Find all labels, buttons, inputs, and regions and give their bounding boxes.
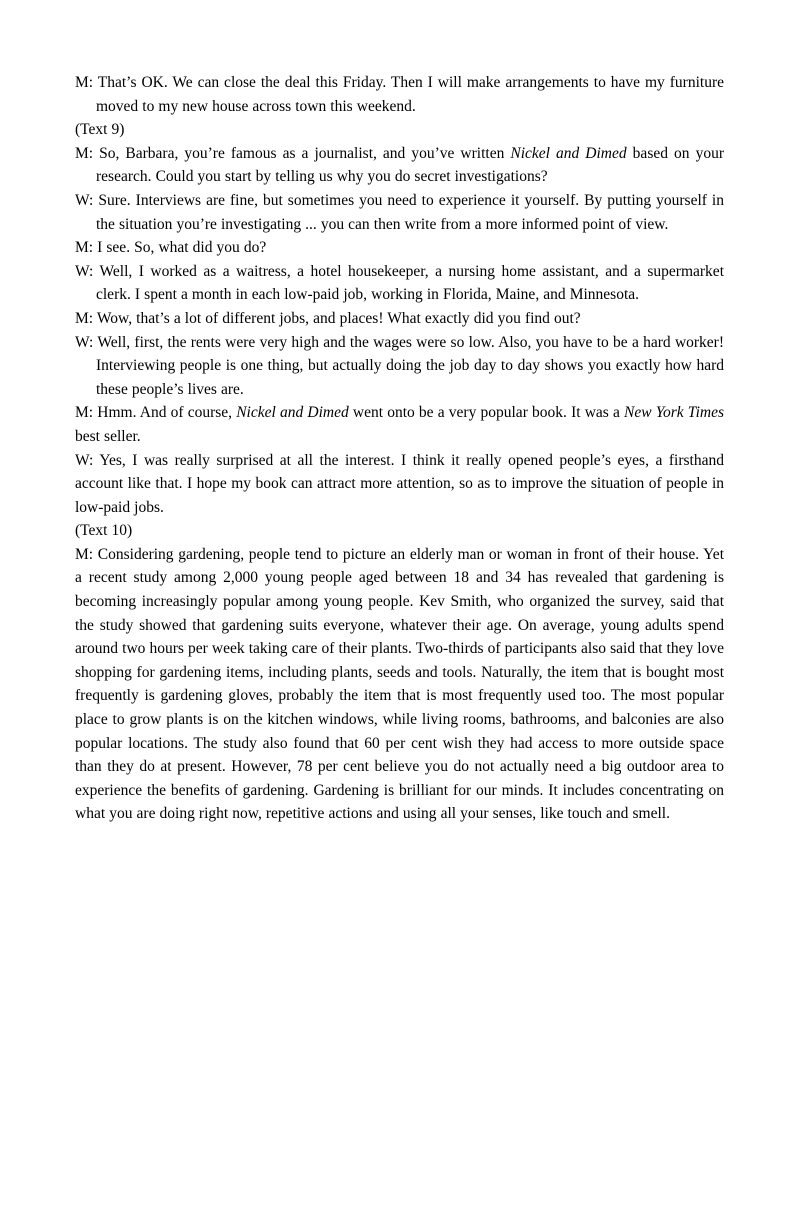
dialogue-m-close-deal (75, 71, 724, 118)
text-run: M: That’s OK. We can close the deal this Friday. Then I will make arrangements to have my furniture moved to my new house across town this weekend. (75, 74, 724, 115)
monologue-m-gardening (75, 543, 724, 826)
text-run: W: Well, I worked as a waitress, a hotel housekeeper, a nursing home assistant, and a supermarket clerk. I spent a month in each low-paid job, working in Florida, Maine, and Minnesota. (75, 262, 724, 304)
text-run: (Text 9) (75, 121, 125, 139)
dialogue-m-i-see (75, 236, 724, 260)
dialogue-w-jobs (75, 260, 724, 307)
dialogue-w-surprised (75, 449, 724, 520)
text-run: M: So, Barbara, you’re famous as a journalist, and you’ve written (75, 144, 511, 162)
dialogue-w-findings (75, 331, 724, 402)
text-run: M: Considering gardening, people tend to picture an elderly man or woman in front of their house. Yet a recent study among 2,000 young people aged between 18 and 34 has revealed that gardening is becoming increasingly popular among young people. Kev Smith, who organized the survey, said that the study showed that gardening suits everyone, whatever their age. On average, young adults spend around two hours per week taking care of their plants. Two-thirds of participants also said that they love shopping for gardening items, including plants, seeds and tools. Naturally, the item that is bought most frequently is gardening gloves, probably the item that is most frequently used too. The most popular place to grow plants is on the kitchen windows, while living rooms, bathrooms, and balconies are also popular locations. The study also found that 60 per cent wish they had access to more outside space than they do at present. However, 78 per cent believe you do not actually need a big outdoor area to experience the benefits of gardening. Gardening is brilliant for our minds. It includes concentrating on what you are doing right now, repetitive actions and using all your senses, like touch and smell. (75, 545, 724, 823)
dialogue-m-wow (75, 307, 724, 331)
dialogue-m-barbara-intro (75, 142, 724, 189)
text-run: M: I see. So, what did you do? (75, 239, 267, 257)
text-10-label (75, 519, 724, 543)
italic-text-run: Nickel and Dimed (510, 144, 627, 162)
dialogue-w-sure (75, 189, 724, 236)
text-run: based on your research. Could you start by telling us why you do secret investigations? (96, 144, 724, 186)
italic-text-run: New York Times (624, 404, 724, 422)
text-run: M: Hmm. And of course, (75, 404, 237, 422)
text-run: W: Sure. Interviews are fine, but sometimes you need to experience it yourself. By putting yourself in the situation you’re investigating ... you can then write from a more informed point of view. (75, 191, 724, 233)
text-run: W: Yes, I was really surprised at all the interest. I think it really opened people’s eyes, a firsthand account like that. I hope my book can attract more attention, so as to improve the situation of people in low-paid jobs. (75, 451, 724, 516)
text-run: W: Well, first, the rents were very high and the wages were so low. Also, you have to be a hard worker! Interviewing people is one thing, but actually doing the job day to day shows you exactly how hard these people’s lives are. (75, 333, 724, 398)
text-run: (Text 10) (75, 522, 133, 540)
text-run: went onto be a very popular book. It was a (348, 404, 625, 422)
text-9-label (75, 118, 724, 142)
dialogue-m-popular-book (75, 401, 724, 448)
italic-text-run: Nickel and Dimed (236, 404, 349, 422)
transcript (75, 71, 724, 826)
text-run: M: Wow, that’s a lot of different jobs, and places! What exactly did you find out? (75, 309, 581, 327)
text-run: best seller. (75, 427, 141, 445)
